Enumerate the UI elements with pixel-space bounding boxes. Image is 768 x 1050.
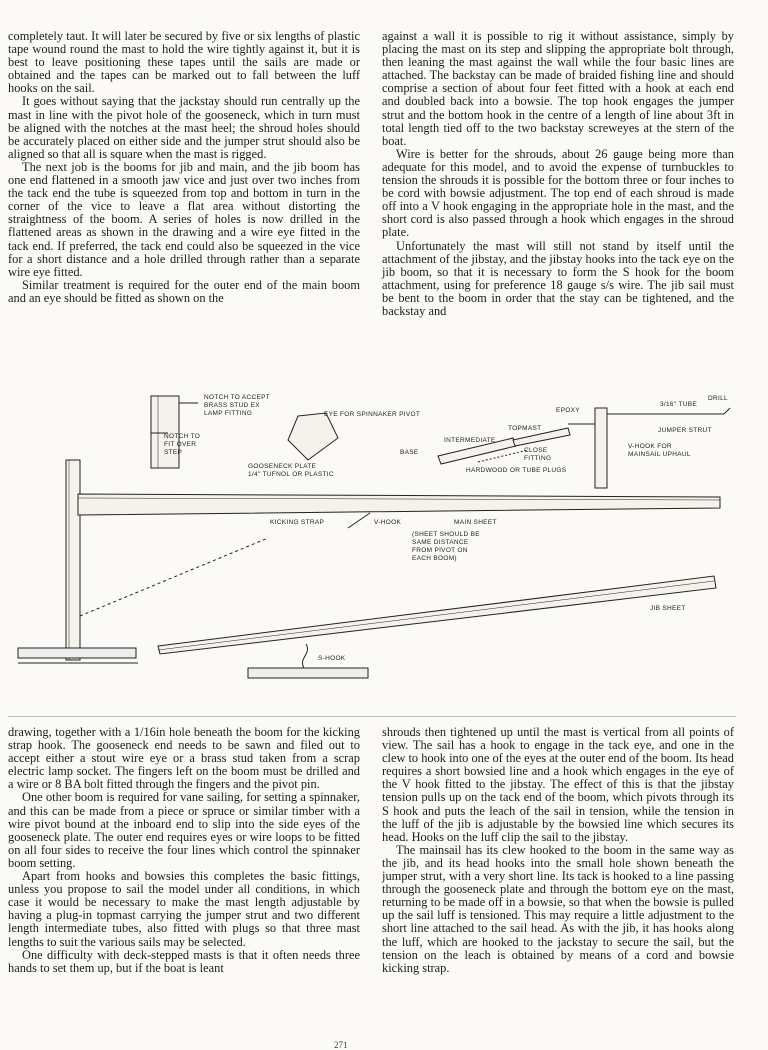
paragraph: One difficulty with deck-stepped masts is that it often needs three hands to set them up, but if the boat is leant <box>8 947 360 975</box>
paragraph: Unfortunately the mast will still not stand by itself until the attachment of the jibstay, and the jibstay hooks into the tack eye on the jib boom, so that it is necessary to form the S hook for the boom attachment, using for preference 18 gauge s/s wire. The jib sail must be bent to the boom in order that the stay can be tightened, and the backstay and <box>382 238 734 318</box>
label-close-fitting: CLOSE <box>524 447 548 454</box>
label-main-sheet: MAIN SHEET <box>454 519 497 526</box>
paragraph: The next job is the booms for jib and main, and the jib boom has one end flattened in a smooth jaw vice and just over two inches from the tack end the tube is squeezed from top and bottom in turn in the corner of the vice to leave a flat area without distorting the straightness of the boom. A series of holes is now drilled in the flattened areas as shown in the drawing and a wire eye fitted in the tack end. If preferred, the tack end could also be squeezed in the vice for a short distance and a hole drilled through rather than a separate wire eye fitted. <box>8 159 360 279</box>
label-plugs: HARDWOOD OR TUBE PLUGS <box>466 467 567 474</box>
paragraph: It goes without saying that the jackstay should run centrally up the mast in line with the pivot hole of the gooseneck, which in turn must be aligned with the notches at the mast heel; the shroud holes should be accurately placed on either side and the jumper strut should also be aligned so that all is square when the mast is rigged. <box>8 94 360 161</box>
paragraph: against a wall it is possible to rig it without assistance, simply by placing the mast on its step and slipping the appropriate bolt through, then leaning the mast against the wall while the four basic lines are attached. The backstay can be made of braided fishing line and should comprise a section of about four feet fitted with a hook at each end and doubled back into a bowsie. The top hook engages the jumper strut and the bottom hook in the centre of a length of line about 3ft in total length tied off to the two backstay screweyes at the stern of the boat. <box>382 29 734 148</box>
divider <box>8 716 736 717</box>
label-sheet-note: FROM PIVOT ON <box>412 547 468 554</box>
paragraph: Apart from hooks and bowsies this completes the basic fittings, unless you propose to sail the model under all conditions, in which case it would be necessary to make the mast length adjustable by having a plug-in topmast carrying the jumper strut and two different length intermediate tubes, also fitted with plugs so that three mast lengths to suit the various sails may be selected. <box>8 869 360 949</box>
label-tube: 3/16" TUBE <box>660 401 697 408</box>
gooseneck-plate-drawing <box>288 413 338 460</box>
label-v-hook-mainsail: V-HOOK FOR <box>628 443 672 450</box>
label-sheet-note: EACH BOOM) <box>412 555 457 562</box>
paragraph: completely taut. It will later be secured by five or six lengths of plastic tape wound round the mast to hold the wire tightly against it, but it is best to leave positioning these tapes until the sails are made or obtained and the tapes can be marked out to fall between the luff hooks on the sail. <box>8 29 360 96</box>
label-kicking-strap: KICKING STRAP <box>270 519 325 526</box>
jib-boom-drawing <box>158 576 716 678</box>
rigging-diagram <box>8 378 734 708</box>
label-epoxy: EPOXY <box>556 407 580 414</box>
paragraph: Similar treatment is required for the outer end of the main boom and an eye should be fitted as shown on the <box>8 277 360 305</box>
paragraph: The mainsail has its clew hooked to the boom in the same way as the jib, and its head hooks into the small hole shown beneath the jumper strut, with a very short line. Its tack is hooked to a line passing through the gooseneck plate and through the bottom eye on the mast, returning to be made off in a bowsie, so that when the bowsie is pulled up the sail luff is tensioned. This may require a little adjustment to the short line attached to the sail head. As with the jib, it has hooks along the luff, which are hooked to the jackstay to secure the sail, but the tension on the leach is obtained by means of a cord and bowsie kicking strap. <box>382 842 734 975</box>
label-jumper-strut: JUMPER STRUT <box>658 427 712 434</box>
mast-drawing <box>18 460 138 663</box>
label-notch-stud: LAMP FITTING <box>204 410 253 417</box>
label-base: BASE <box>400 449 419 456</box>
label-notch-stud: BRASS STUD EX <box>204 402 260 409</box>
label-sheet-note: (SHEET SHOULD BE <box>412 531 480 538</box>
label-intermediate: INTERMEDIATE <box>444 437 496 444</box>
label-notch-step: STEP <box>164 449 183 456</box>
label-notch-stud: NOTCH TO ACCEPT <box>204 394 271 401</box>
paragraph: One other boom is required for vane sailing, for setting a spinnaker, and this can be made from a piece or spruce or similar timber with a wire pivot bound at the inboard end to slip into the side eyes of the gooseneck plate. The outer end requires eyes or wire loops to be fitted on all four sides to receive the four lines which control the spinnaker boom setting. <box>8 790 360 870</box>
label-v-hook: V-HOOK <box>374 519 402 526</box>
label-jib-sheet: JIB SHEET <box>650 605 686 612</box>
page-number: 271 <box>334 1040 348 1050</box>
paragraph: Wire is better for the shrouds, about 26 gauge being more than adequate for this model, and to avoid the expense of turnbuckles to tension the shrouds it is possible for the bottom three or four inches to be cord with bowsie adjustment. The top end of each shroud is made off into a V hook engaging in the appropriate hole in the mast, and the short cord is also passed through a hook which engages in the shroud plate. <box>382 146 734 240</box>
label-gooseneck-plate: GOOSENECK PLATE <box>248 463 317 470</box>
notch-detail-drawing <box>151 396 201 468</box>
paragraph: shrouds then tightened up until the mast is vertical from all points of view. The sail has a hook to engage in the tack eye, and one in the clew to hook into one of the eyes at the outer end of the boom. Its head requires a short bowsied line and a hook which engages in the eye of the V hook fitted to the jibstay. The effect of this is that the jibstay tension pulls up on the tack end of the boom, which pivots through its S hook and puts the leach of the sail in tension, while the tension in the luff of the jib is adjustable by the bowsied line which secures its head. Hooks on the luff clip the sail to the jibstay. <box>382 725 735 844</box>
label-eye-spinnaker: EYE FOR SPINNAKER PIVOT <box>324 411 421 418</box>
label-s-hook: S-HOOK <box>318 655 346 662</box>
kicking-strap-line <box>80 538 268 616</box>
paragraph: drawing, together with a 1/16in hole beneath the boom for the kicking strap hook. The gooseneck end needs to be sawn and filed out to accept either a stout wire eye or a brass stud taken from a scrap electric lamp socket. The fingers left on the boom must be drilled and a wire or 8 BA bolt fitted through the fingers and the pivot pin. <box>8 725 360 792</box>
label-notch-step: NOTCH TO <box>164 433 201 440</box>
text-column-bottom-left <box>8 726 360 975</box>
label-close-fitting: FITTING <box>524 455 552 462</box>
label-sheet-note: SAME DISTANCE <box>412 539 469 546</box>
text-column-bottom-right <box>382 726 734 975</box>
label-gooseneck-plate: 1/4" TUFNOL OR PLASTIC <box>248 471 334 478</box>
label-drill: DRILL <box>708 395 728 402</box>
main-boom-drawing <box>78 494 720 515</box>
sheet-line <box>348 513 370 528</box>
label-v-hook-mainsail: MAINSAIL UPHAUL <box>628 451 691 458</box>
label-notch-step: FIT OVER <box>164 441 197 448</box>
label-topmast: TOPMAST <box>508 425 542 432</box>
text-column-top-right <box>382 30 734 318</box>
text-column-top-left <box>8 30 360 305</box>
